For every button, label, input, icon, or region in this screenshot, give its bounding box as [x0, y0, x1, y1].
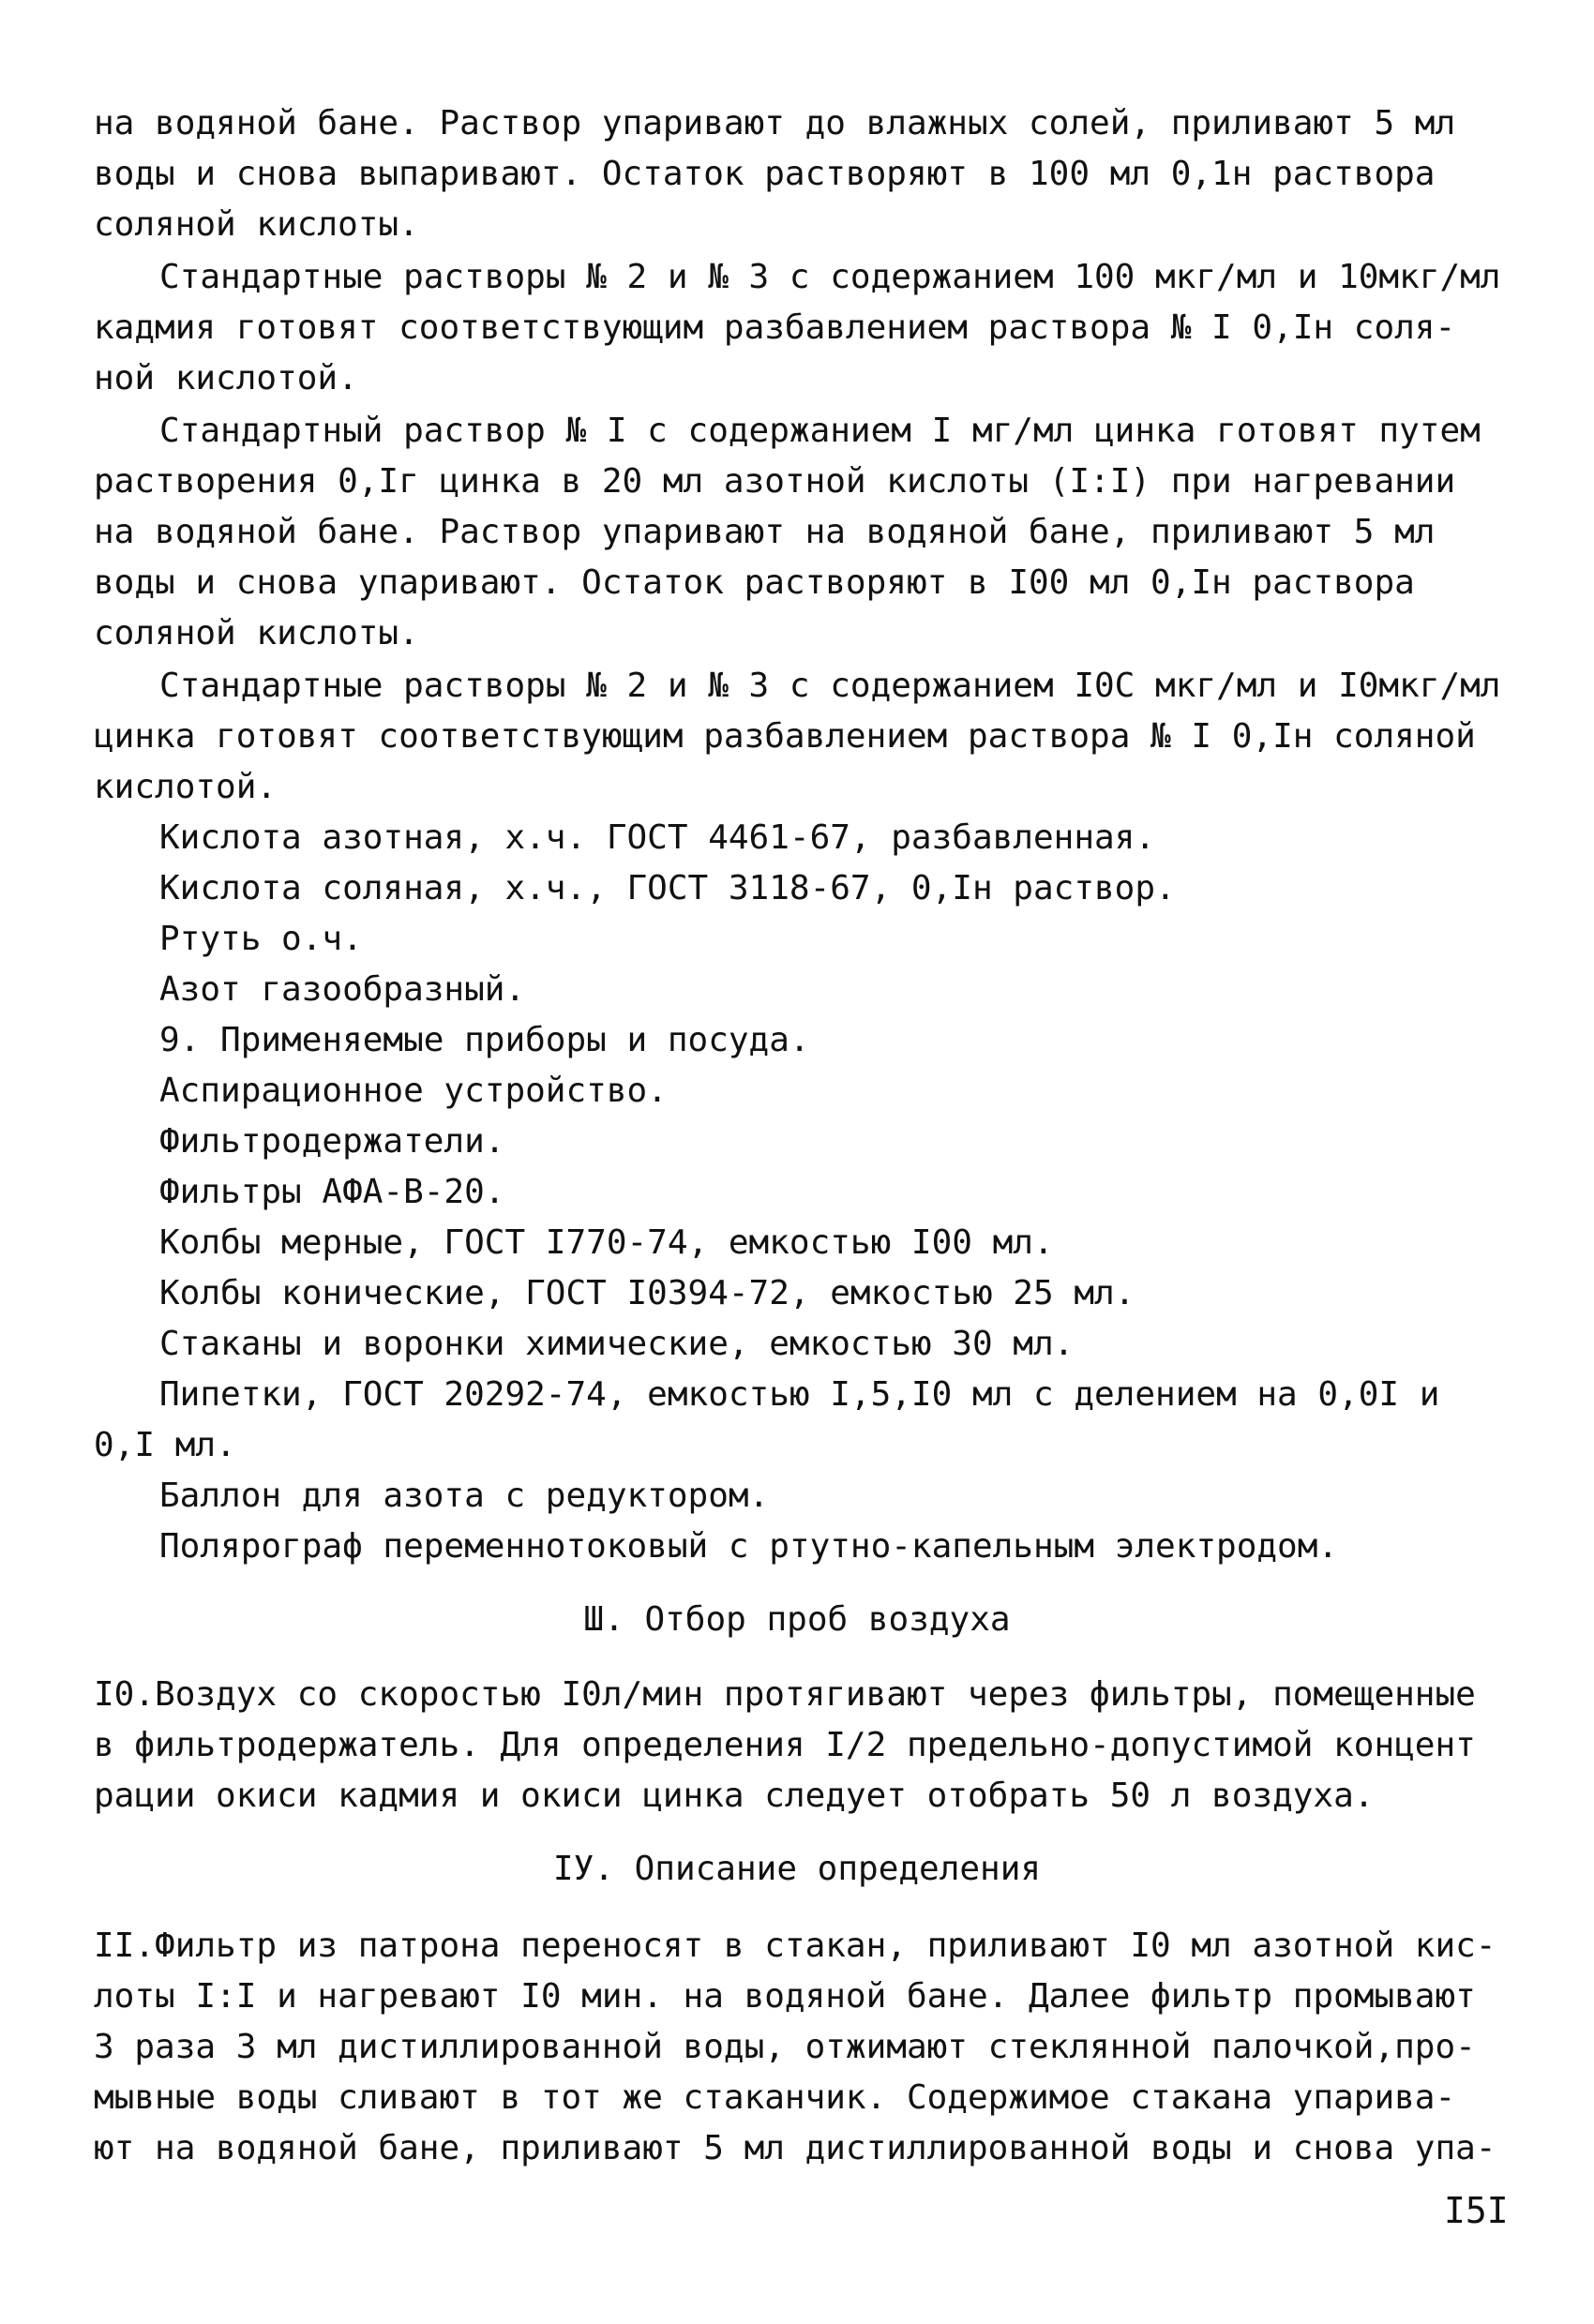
text-line: ют на водяной бане, приливают 5 мл дистиллированной воды и снова упа-	[94, 2129, 1496, 2167]
list-item: Азот газообразный.	[159, 970, 526, 1009]
text-line: соляной кислоты.	[94, 205, 419, 244]
list-item: Кислота азотная, х.ч. ГОСТ 4461-67, разбавленная.	[159, 818, 1156, 857]
list-item: Пипетки, ГОСТ 20292-74, емкостью I,5,I0 мл с делением на 0,0I и	[159, 1375, 1440, 1414]
section-title: Ш. Отбор проб воздуха	[583, 1600, 1011, 1639]
list-item: Фильтры АФА-В-20.	[159, 1173, 505, 1211]
list-item: Колбы мерные, ГОСТ I770-74, емкостью I00 мл.	[159, 1223, 1054, 1262]
text-line: мывные воды сливают в тот же стаканчик. Содержимое стакана упарива-	[94, 2078, 1456, 2117]
text-line: растворения 0,Iг цинка в 20 мл азотной кислоты (I:I) при нагревании	[94, 462, 1456, 501]
text-line: цинка готовят соответствующим разбавлением раствора № I 0,Iн соляной	[94, 717, 1476, 756]
text-line: воды и снова выпаривают. Остаток растворяют в 100 мл 0,1н раствора	[94, 155, 1436, 193]
text-line: II.Фильтр из патрона переносят в стакан, приливают I0 мл азотной кис-	[94, 1927, 1496, 1965]
text-line: Стандартные растворы № 2 и № 3 с содержанием I0C мкг/мл и I0мкг/мл	[159, 667, 1501, 705]
list-item: Фильтродержатели.	[159, 1122, 505, 1161]
list-item: Стаканы и воронки химические, емкостью 30 мл.	[159, 1325, 1075, 1363]
text-line: кадмия готовят соответствующим разбавлением раствора № I 0,Iн соля-	[94, 308, 1456, 347]
section-heading: 9. Применяемые приборы и посуда.	[159, 1021, 810, 1059]
list-item: Ртуть о.ч.	[159, 920, 363, 958]
text-line: рации окиси кадмия и окиси цинка следует отобрать 50 л воздуха.	[94, 1777, 1375, 1815]
text-line: воды и снова упаривают. Остаток растворяют в I00 мл 0,Iн раствора	[94, 563, 1415, 602]
text-line: соляной кислоты.	[94, 614, 419, 652]
list-item-continuation: 0,I мл.	[94, 1426, 236, 1464]
text-line: Стандартный раствор № I с содержанием I мг/мл цинка готовят путем	[159, 412, 1481, 450]
text-line: лоты I:I и нагревают I0 мин. на водяной бане. Далее фильтр промывают	[94, 1977, 1476, 2016]
list-item: Колбы конические, ГОСТ I0394-72, емкостью 25 мл.	[159, 1274, 1135, 1312]
text-line: ной кислотой.	[94, 359, 358, 397]
text-line: 3 раза 3 мл дистиллированной воды, отжимают стеклянной палочкой,про-	[94, 2028, 1476, 2066]
text-line: кислотой.	[94, 768, 278, 806]
page-number: I5I	[1444, 2190, 1509, 2231]
text-line: Стандартные растворы № 2 и № 3 с содержанием 100 мкг/мл и 10мкг/мл	[159, 258, 1501, 296]
text-line: на водяной бане. Раствор упаривают до влажных солей, приливают 5 мл	[94, 104, 1456, 142]
text-line: I0.Воздух со скоростью I0л/мин протягивают через фильтры, помещенные	[94, 1675, 1476, 1714]
list-item: Кислота соляная, х.ч., ГОСТ 3118-67, 0,Iн раствор.	[159, 869, 1176, 907]
list-item: Полярограф переменнотоковый с ртутно-капельным электродом.	[159, 1527, 1339, 1566]
section-title: IУ. Описание определения	[552, 1850, 1042, 1888]
text-line: на водяной бане. Раствор упаривают на водяной бане, приливают 5 мл	[94, 513, 1436, 551]
text-line: в фильтродержатель. Для определения I/2 предельно-допустимой концент	[94, 1726, 1476, 1764]
list-item: Аспирационное устройство.	[159, 1072, 668, 1110]
list-item: Баллон для азота с редуктором.	[159, 1477, 770, 1515]
